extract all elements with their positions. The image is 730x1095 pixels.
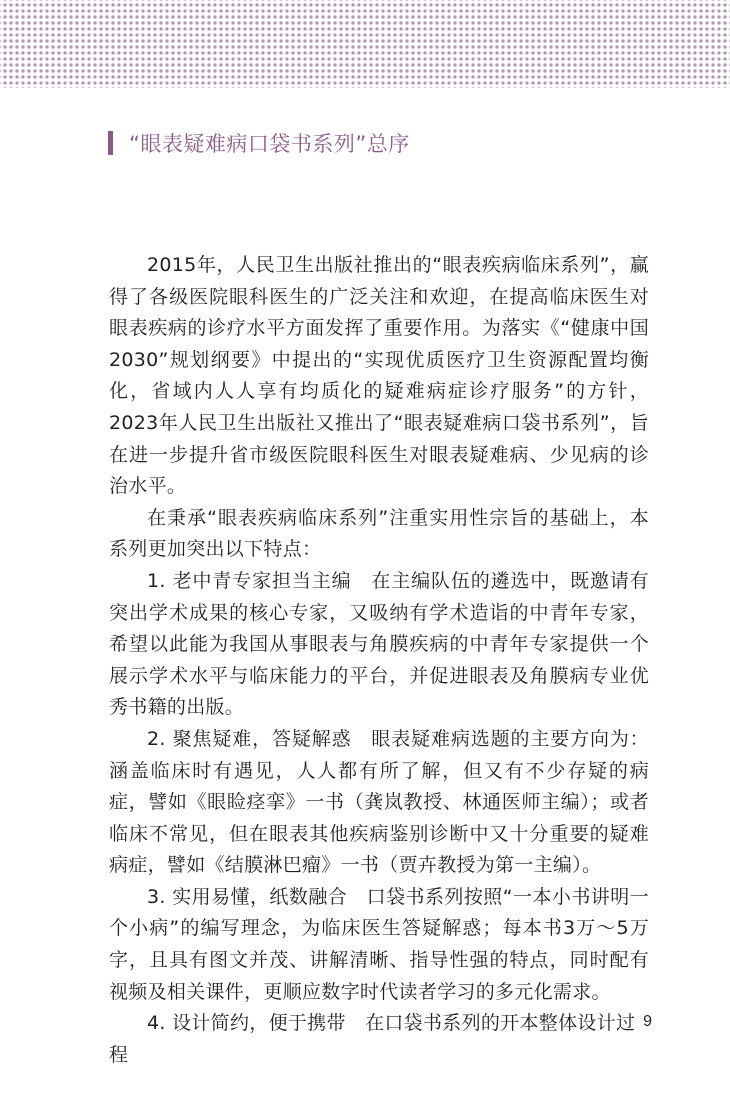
section-heading bbox=[108, 128, 410, 158]
paragraph-features-intro: 在秉承“眼表疾病临床系列”注重实用性宗旨的基础上，本系列更加突出以下特点： bbox=[109, 506, 649, 561]
section-title: “眼表疑难病口袋书系列”总序 bbox=[129, 132, 410, 156]
page-number: 9 bbox=[643, 1013, 652, 1030]
paragraph-intro: 2015年，人民卫生出版社推出的“眼表疾病临床系列”，赢得了各级医院眼科医生的广泛关注和欢迎，在提高临床医生对眼表疾病的诊疗水平方面发挥了重要作用。为落实《“健康中国2030”规划纲要》中提出的“实现优质医疗卫生资源配置均衡化，省域内人人享有均质化的疑难病症诊疗服务”的方针，2023年人民卫生出版社又推出了“眼表疑难病口袋书系列”，旨在进一步提升省市级医院眼科医生对眼表疑难病、少见病的诊治水平。 bbox=[109, 254, 649, 498]
body-text bbox=[109, 250, 649, 1071]
paragraph-feature-2: 2. 聚焦疑难，答疑解惑 眼表疑难病选题的主要方向为：涵盖临床时有遇见，人人都有所了解，但又有不少存疑的病症，譬如《眼睑痉挛》一书（龚岚教授、林通医师主编）；或者临床不常见，但在眼表其他疾病鉴别诊断中又十分重要的疑难病症，譬如《结膜淋巴瘤》一书（贾卉教授为第一主编）。 bbox=[109, 727, 649, 877]
paragraph-feature-4: 4. 设计简约，便于携带 在口袋书系列的开本整体设计过程 bbox=[109, 1012, 636, 1066]
decorative-dot-pattern bbox=[0, 0, 730, 88]
heading-accent-bar bbox=[108, 131, 113, 155]
paragraph-feature-1: 1. 老中青专家担当主编 在主编队伍的遴选中，既邀请有突出学术成果的核心专家，又吸纳有学术造诣的中青年专家，希望以此能为我国从事眼表与角膜疾病的中青年专家提供一个展示学术水平与临床能力的平台，并促进眼表及角膜病专业优秀书籍的出版。 bbox=[109, 569, 649, 719]
paragraph-feature-3: 3. 实用易懂，纸数融合 口袋书系列按照“一本小书讲明一个小病”的编写理念，为临床医生答疑解惑；每本书3万～5万字，且具有图文并茂、讲解清晰、指导性强的特点，同时配有视频及相关课件，更顺应数字时代读者学习的多元化需求。 bbox=[109, 885, 649, 1003]
